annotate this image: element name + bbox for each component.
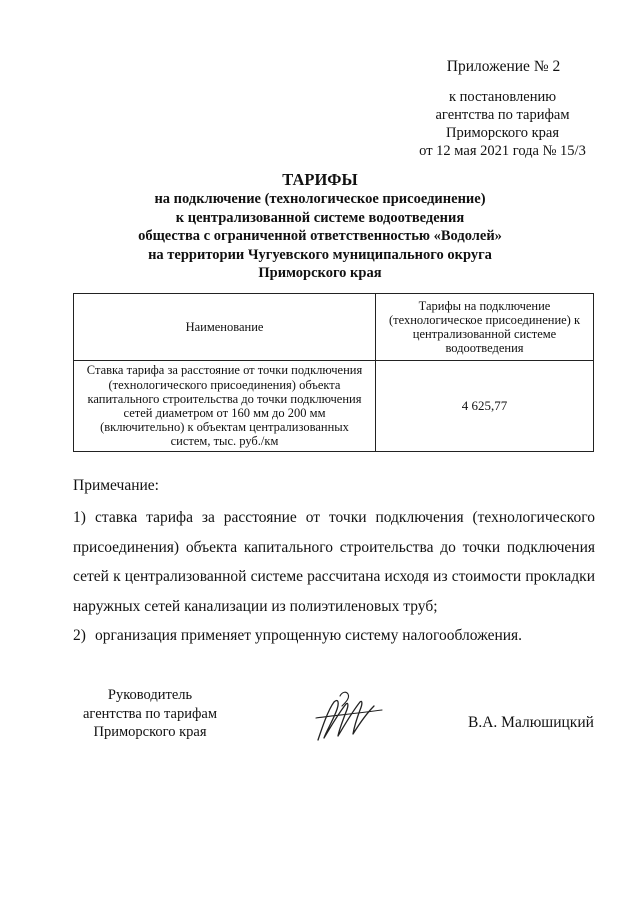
header-tariff-cell: [376, 294, 594, 361]
row-name-line: Ставка тарифа за расстояние от точки подключения: [86, 363, 363, 378]
row-name-line: (технологического присоединения) объекта: [108, 377, 341, 392]
header-name-cell: Наименование: [74, 294, 376, 361]
row-name-cell: [74, 361, 376, 452]
title-line: общества с ограниченной ответственностью «Водолей»: [138, 228, 502, 244]
title-line: к централизованной системе водоотведения: [175, 209, 465, 226]
row-name-line: сетей диаметром от 160 мм до 200 мм: [123, 406, 326, 420]
note-text: организация применяет упрощенную систему налогообложения.: [95, 627, 523, 644]
table-row: [74, 361, 594, 452]
header-tariff-line: водоотведения: [445, 341, 524, 356]
role-line: Приморского края: [93, 724, 207, 740]
notes-block: [73, 476, 595, 651]
row-name-line: капитального строительства до точки подключения: [87, 391, 362, 406]
table-header-row: [74, 294, 594, 361]
title-main: ТАРИФЫ: [282, 170, 358, 189]
row-value-cell: 4 625,77: [376, 361, 594, 452]
title-line: на подключение (технологическое присоединение): [154, 191, 486, 207]
row-name-line: систем, тыс. руб./км: [170, 434, 279, 449]
notes-header: Примечание:: [73, 477, 159, 494]
note-item: [73, 503, 595, 621]
appendix-line: агентства по тарифам: [435, 107, 570, 123]
header-tariff-line: (технологическое присоединение) к: [388, 312, 581, 327]
appendix-line: от 12 мая 2021 года № 15/3: [419, 143, 586, 159]
role-line: агентства по тарифам: [83, 705, 217, 722]
title-line: Приморского края: [258, 265, 382, 281]
note-label: 2): [73, 627, 86, 644]
note-text: ставка тарифа за расстояние от точки подключения (технологического присоединения) объекта капитального строительства до точки подключения сетей к централизованной системе рассчитана исходя из стоимости прокладки наружных сетей канализации из полиэтиленовых труб;: [73, 509, 595, 615]
note-label: 1): [73, 509, 86, 526]
row-name-line: (включительно) к объектам централизованных: [100, 420, 349, 435]
appendix-line: к постановлению: [448, 89, 557, 105]
note-item: [73, 621, 595, 651]
header-tariff-line: централизованной системе: [412, 327, 557, 341]
appendix-number: Приложение № 2: [446, 58, 561, 75]
appendix-line: Приморского края: [445, 125, 559, 141]
signatory-role: [80, 686, 220, 742]
role-line: Руководитель: [107, 687, 193, 703]
document-title: [70, 170, 570, 283]
appendix-block: [400, 58, 605, 160]
header-tariff-line: Тарифы на подключение: [418, 298, 551, 313]
title-line: на территории Чугуевского муниципального округа: [148, 246, 492, 263]
tariff-table: [73, 293, 594, 452]
signatory-name: В.А. Малюшицкий: [468, 714, 594, 731]
handwritten-signature-icon: [312, 688, 386, 748]
